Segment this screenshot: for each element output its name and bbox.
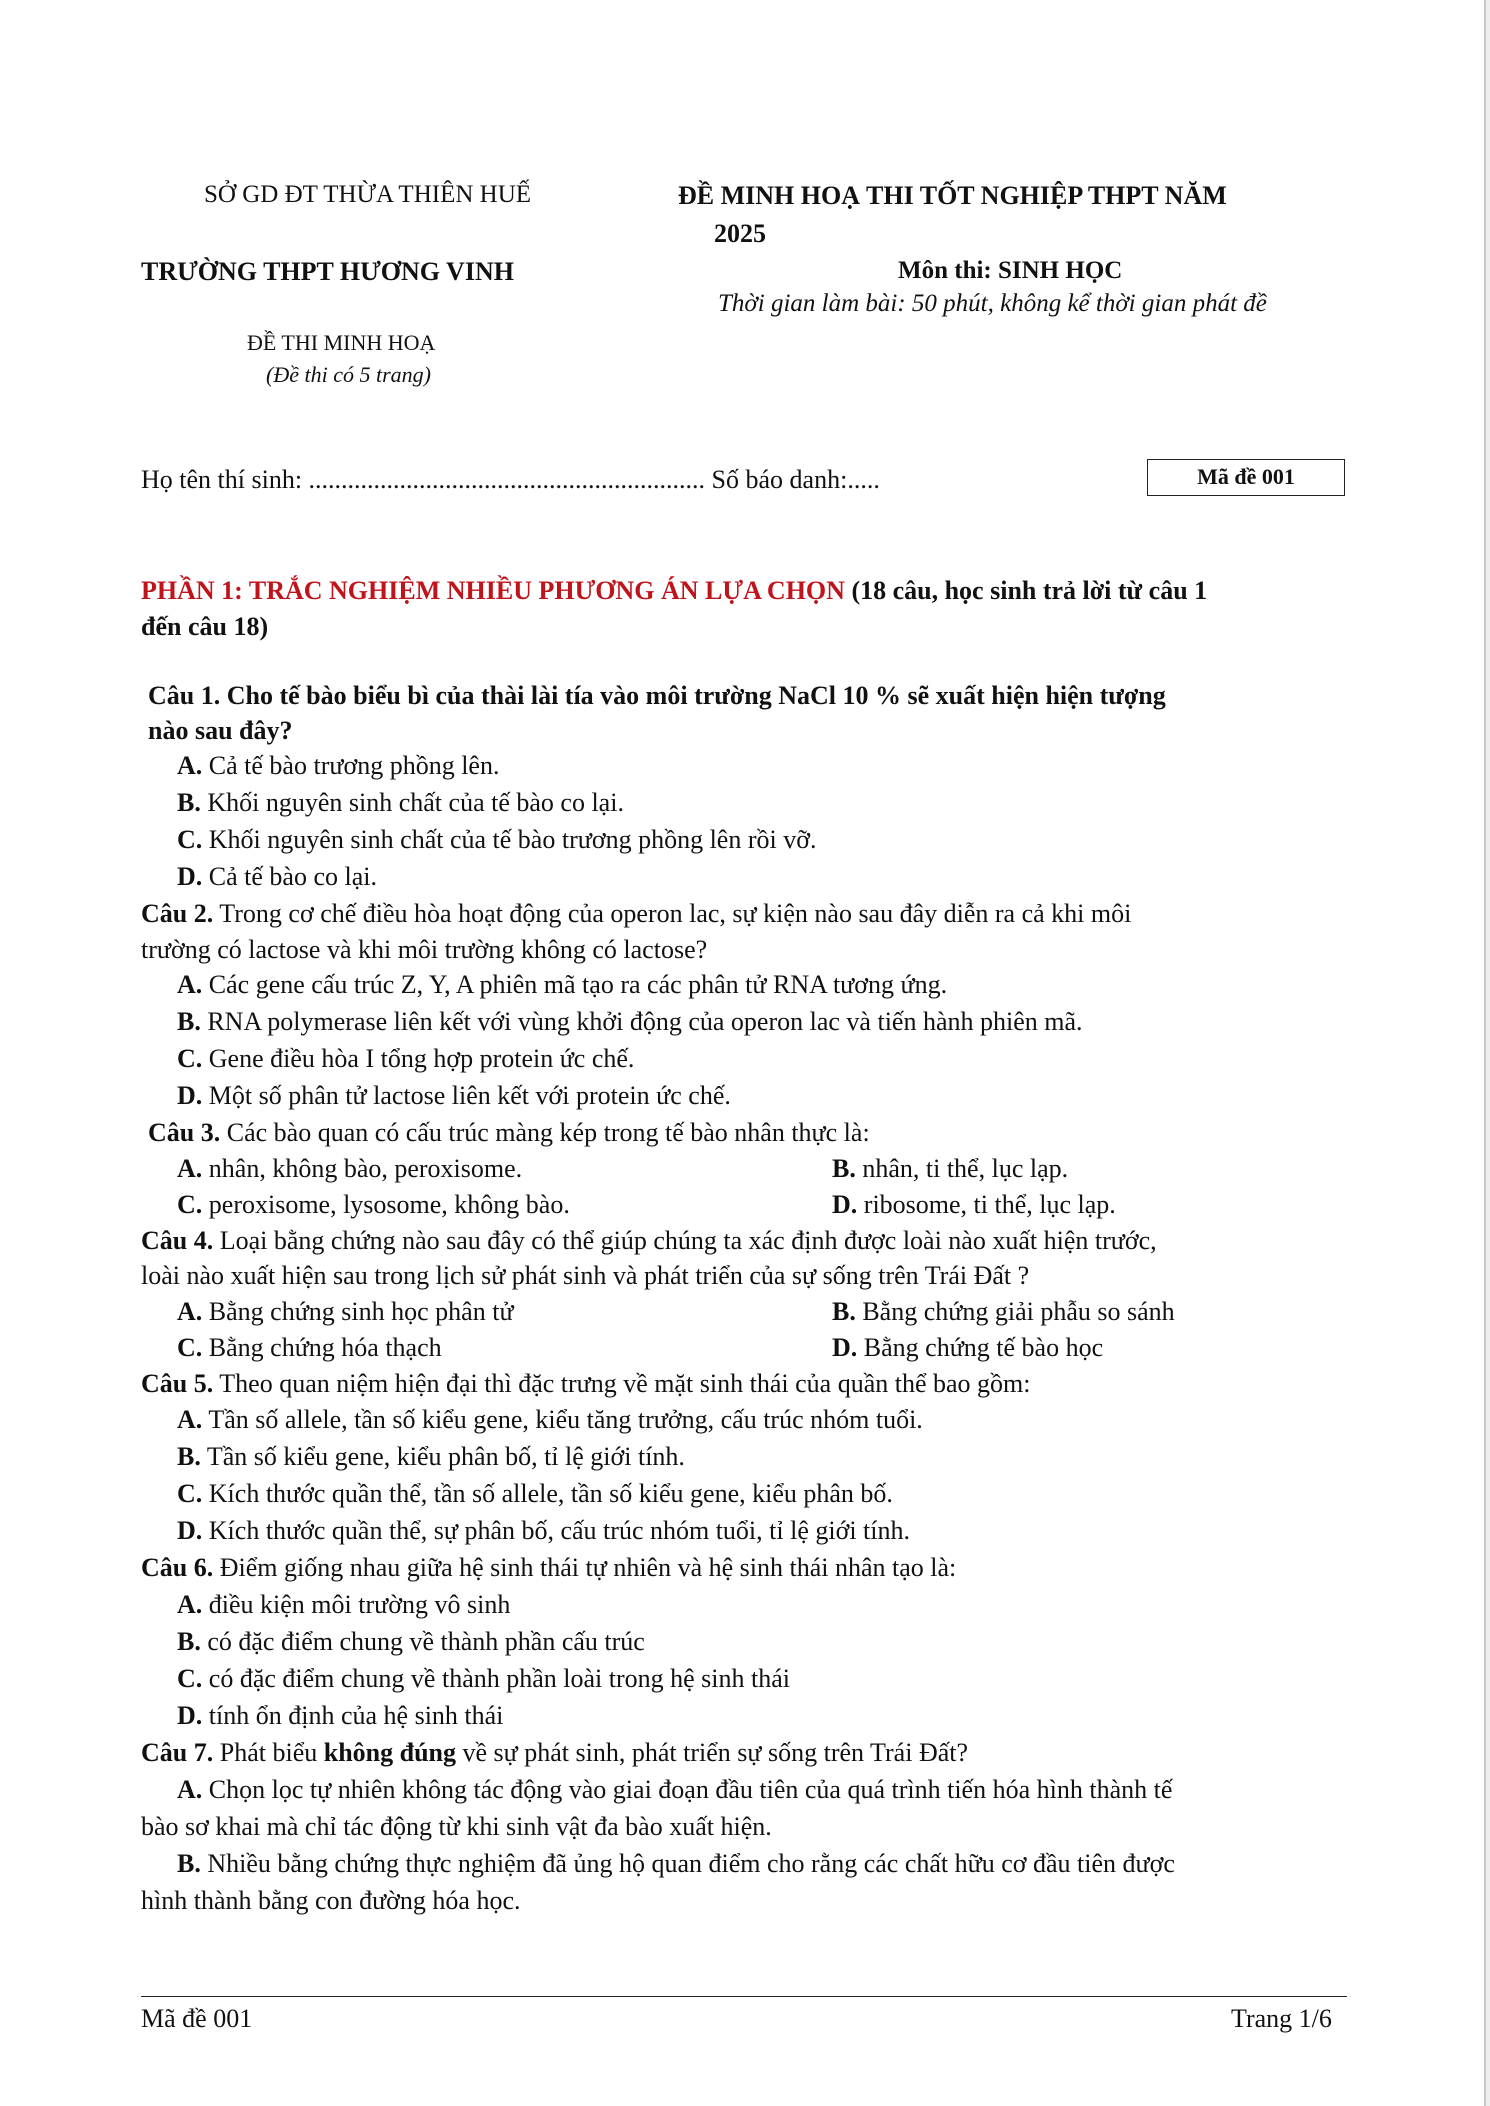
question-7-option-a: A. Chọn lọc tự nhiên không tác động vào giai đoạn đầu tiên của quá trình tiến hóa hình thành tế (177, 1775, 1173, 1804)
question-1-option-b: B. Khối nguyên sinh chất của tế bào co lại. (177, 788, 624, 817)
school-name: TRƯỜNG THPT HƯƠNG VINH (141, 257, 514, 286)
question-1-stem-line2: nào sau đây? (148, 716, 293, 745)
question-1-option-d: D. Cả tế bào co lại. (177, 862, 377, 891)
question-7-option-b: B. Nhiều bằng chứng thực nghiệm đã ủng hộ quan điểm cho rằng các chất hữu cơ đầu tiên được (177, 1849, 1175, 1878)
question-4-option-a: A. Bằng chứng sinh học phân tử (177, 1297, 514, 1326)
footer-divider (141, 1996, 1347, 1997)
question-3-option-b: B. nhân, ti thể, lục lạp. (832, 1154, 1069, 1183)
question-5-option-a: A. Tần số allele, tần số kiểu gene, kiểu tăng trưởng, cấu trúc nhóm tuổi. (177, 1405, 923, 1434)
question-1-option-a: A. Cả tế bào trương phồng lên. (177, 751, 500, 780)
question-5-option-d: D. Kích thước quần thể, sự phân bố, cấu trúc nhóm tuổi, tỉ lệ giới tính. (177, 1516, 911, 1545)
department-name: SỞ GD ĐT THỪA THIÊN HUẾ (204, 181, 532, 208)
question-2-option-d: D. Một số phân tử lactose liên kết với protein ức chế. (177, 1081, 731, 1110)
question-2-stem: Câu 2. Trong cơ chế điều hòa hoạt động của operon lac, sự kiện nào sau đây diễn ra cả khi môi (141, 899, 1132, 928)
question-3-stem: Câu 3. Các bào quan có cấu trúc màng kép trong tế bào nhân thực là: (148, 1118, 870, 1147)
footer-exam-code: Mã đề 001 (141, 2004, 253, 2033)
question-7-option-b-line2: hình thành bằng con đường hóa học. (141, 1886, 521, 1915)
question-6-stem: Câu 6. Điểm giống nhau giữa hệ sinh thái tự nhiên và hệ sinh thái nhân tạo là: (141, 1553, 957, 1582)
question-4-option-b: B. Bằng chứng giải phẫu so sánh (832, 1297, 1175, 1326)
question-2-option-a: A. Các gene cấu trúc Z, Y, A phiên mã tạo ra các phân tử RNA tương ứng. (177, 970, 948, 999)
question-1-stem: Câu 1. Cho tế bào biểu bì của thài lài tía vào môi trường NaCl 10 % sẽ xuất hiện hiện tượng (148, 681, 1166, 710)
question-4-stem-line2: loài nào xuất hiện sau trong lịch sử phát sinh và phát triển của sự sống trên Trái Đất ? (141, 1261, 1030, 1290)
question-2-stem-line2: trường có lactose và khi môi trường không có lactose? (141, 935, 708, 964)
question-6-option-b: B. có đặc điểm chung về thành phần cấu trúc (177, 1627, 645, 1656)
question-4-option-c: C. Bằng chứng hóa thạch (177, 1333, 442, 1362)
question-5-option-b: B. Tần số kiểu gene, kiểu phân bố, tỉ lệ giới tính. (177, 1442, 685, 1471)
section-title-red: PHẦN 1: TRẮC NGHIỆM NHIỀU PHƯƠNG ÁN LỰA CHỌN (141, 576, 845, 605)
subject: Môn thi: SINH HỌC (898, 257, 1123, 284)
question-7-stem: Câu 7. Phát biểu không đúng về sự phát sinh, phát triển sự sống trên Trái Đất? (141, 1738, 969, 1767)
student-info-line: Họ tên thí sinh: ............................................................. Số báo danh:..... (141, 465, 880, 494)
question-6-option-d: D. tính ổn định của hệ sinh thái (177, 1701, 504, 1730)
exam-code-box: Mã đề 001 (1147, 459, 1345, 496)
exam-title-line2: 2025 (714, 219, 766, 248)
question-3-option-d: D. ribosome, ti thể, lục lạp. (832, 1190, 1116, 1219)
question-3-option-a: A. nhân, không bào, peroxisome. (177, 1154, 523, 1183)
question-5-option-c: C. Kích thước quần thể, tần số allele, tần số kiểu gene, kiểu phân bố. (177, 1479, 893, 1508)
question-6-option-c: C. có đặc điểm chung về thành phần loài trong hệ sinh thái (177, 1664, 791, 1693)
exam-type: ĐỀ THI MINH HOẠ (247, 330, 436, 355)
question-5-stem: Câu 5. Theo quan niệm hiện đại thì đặc trưng về mặt sinh thái của quần thể bao gồm: (141, 1369, 1031, 1398)
section-title-rest: (18 câu, học sinh trả lời từ câu 1 (844, 576, 1208, 605)
section-title-line2: đến câu 18) (141, 612, 269, 641)
question-1-option-c: C. Khối nguyên sinh chất của tế bào trương phồng lên rồi vỡ. (177, 825, 817, 854)
question-2-option-b: B. RNA polymerase liên kết với vùng khởi động của operon lac và tiến hành phiên mã. (177, 1007, 1083, 1036)
exam-duration: Thời gian làm bài: 50 phút, không kể thời gian phát đề (718, 290, 1267, 317)
question-3-option-c: C. peroxisome, lysosome, không bào. (177, 1190, 570, 1219)
footer-page-number: Trang 1/6 (1231, 2004, 1332, 2033)
exam-title-line1: ĐỀ MINH HOẠ THI TỐT NGHIỆP THPT NĂM (678, 181, 1227, 210)
section-title (141, 576, 1207, 606)
question-4-option-d: D. Bằng chứng tế bào học (832, 1333, 1104, 1362)
pages-note: (Đề thi có 5 trang) (266, 362, 431, 387)
question-2-option-c: C. Gene điều hòa I tổng hợp protein ức chế. (177, 1044, 635, 1073)
question-7-option-a-line2: bào sơ khai mà chỉ tác động từ khi sinh vật đa bào xuất hiện. (141, 1812, 772, 1841)
question-4-stem: Câu 4. Loại bằng chứng nào sau đây có thể giúp chúng ta xác định được loài nào xuất hiện trước, (141, 1226, 1157, 1255)
question-6-option-a: A. điều kiện môi trường vô sinh (177, 1590, 511, 1619)
